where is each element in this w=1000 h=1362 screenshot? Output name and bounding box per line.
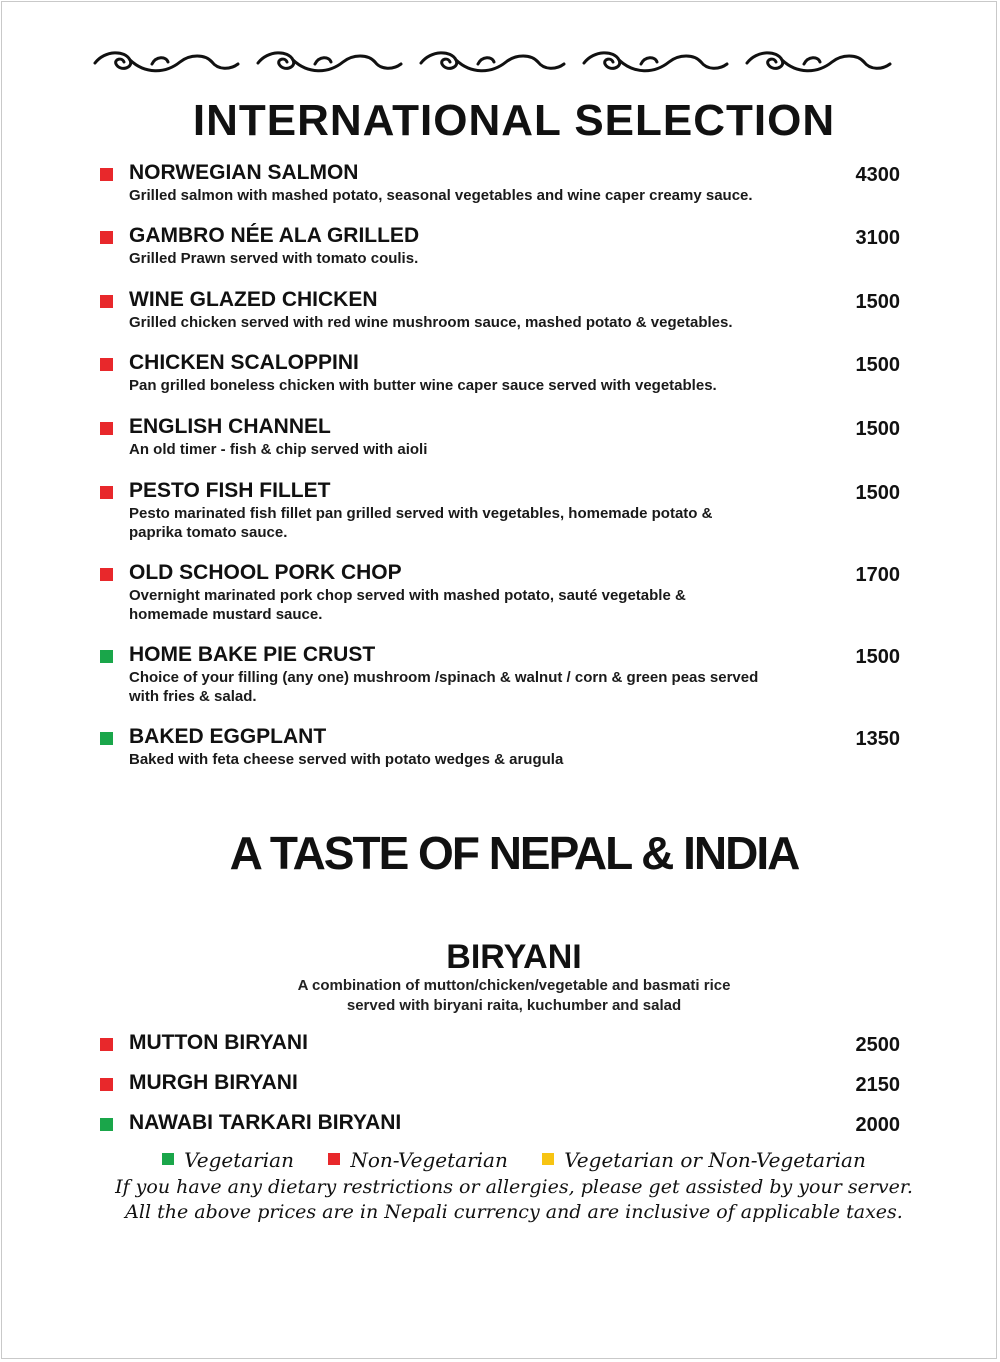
dish-name: BAKED EGGPLANT bbox=[129, 725, 327, 748]
dish-price: 1500 bbox=[855, 354, 900, 376]
legend-veg-or-nonveg bbox=[542, 1148, 866, 1172]
dish-description: Pesto marinated fish fillet pan grilled served with vegetables, homemade potato & paprika tomato sauce. bbox=[129, 505, 713, 541]
nepal-india-heading: A TASTE OF NEPAL & INDIA bbox=[229, 827, 799, 879]
non-vegetarian-square-icon bbox=[328, 1153, 340, 1165]
biryani-description bbox=[0, 976, 1000, 1016]
tax-note: All the above prices are in Nepali currency and are inclusive of applicable taxes. bbox=[125, 1201, 903, 1223]
dish-price: 2150 bbox=[855, 1074, 900, 1096]
non-vegetarian-marker-icon bbox=[100, 295, 113, 308]
legend-non-vegetarian bbox=[328, 1148, 508, 1172]
dish-price: 1500 bbox=[855, 418, 900, 440]
dish-description: Pan grilled boneless chicken with butter wine caper sauce served with vegetables. bbox=[129, 377, 717, 394]
veg-or-nonveg-square-icon bbox=[542, 1153, 554, 1165]
dish-price: 1500 bbox=[855, 482, 900, 504]
legend-label: Non-Vegetarian bbox=[350, 1148, 508, 1172]
dish-name: HOME BAKE PIE CRUST bbox=[129, 643, 376, 666]
decorative-flourish-border bbox=[90, 48, 910, 78]
dish-name: ENGLISH CHANNEL bbox=[129, 415, 331, 438]
dish-price: 4300 bbox=[855, 164, 900, 186]
dish-description: Grilled chicken served with red wine mushroom sauce, mashed potato & vegetables. bbox=[129, 314, 733, 331]
biryani-description-line: A combination of mutton/chicken/vegetable and basmati rice bbox=[297, 977, 731, 994]
dish-name: PESTO FISH FILLET bbox=[129, 479, 331, 502]
dish-price: 1500 bbox=[855, 646, 900, 668]
legend-vegetarian bbox=[162, 1148, 294, 1172]
non-vegetarian-marker-icon bbox=[100, 1078, 113, 1091]
dish-price: 1350 bbox=[855, 728, 900, 750]
non-vegetarian-marker-icon bbox=[100, 231, 113, 244]
dish-description: Overnight marinated pork chop served with mashed potato, sauté vegetable & homemade mustard sauce. bbox=[129, 587, 686, 623]
non-vegetarian-marker-icon bbox=[100, 1038, 113, 1051]
dish-name: CHICKEN SCALOPPINI bbox=[129, 351, 359, 374]
diet-legend bbox=[0, 1148, 1000, 1172]
non-vegetarian-marker-icon bbox=[100, 358, 113, 371]
legend-label: Vegetarian bbox=[184, 1148, 294, 1172]
dish-price: 2000 bbox=[855, 1114, 900, 1136]
international-selection-heading: INTERNATIONAL SELECTION bbox=[192, 96, 836, 145]
vegetarian-square-icon bbox=[162, 1153, 174, 1165]
dish-description: An old timer - fish & chip served with aioli bbox=[129, 441, 428, 458]
dish-price: 1700 bbox=[855, 564, 900, 586]
allergy-note: If you have any dietary restrictions or allergies, please get assisted by your server. bbox=[115, 1176, 913, 1198]
non-vegetarian-marker-icon bbox=[100, 422, 113, 435]
dish-name: NORWEGIAN SALMON bbox=[129, 161, 359, 184]
non-vegetarian-marker-icon bbox=[100, 568, 113, 581]
dish-description: Baked with feta cheese served with potato wedges & arugula bbox=[129, 751, 564, 768]
non-vegetarian-marker-icon bbox=[100, 168, 113, 181]
dish-name: MURGH BIRYANI bbox=[129, 1071, 298, 1094]
vegetarian-marker-icon bbox=[100, 650, 113, 663]
dish-description: Grilled Prawn served with tomato coulis. bbox=[129, 250, 419, 267]
dish-name: MUTTON BIRYANI bbox=[129, 1031, 308, 1054]
non-vegetarian-marker-icon bbox=[100, 486, 113, 499]
dish-description: Grilled salmon with mashed potato, seasonal vegetables and wine caper creamy sauce. bbox=[129, 187, 753, 204]
dish-price: 2500 bbox=[855, 1034, 900, 1056]
vegetarian-marker-icon bbox=[100, 1118, 113, 1131]
vegetarian-marker-icon bbox=[100, 732, 113, 745]
biryani-heading: BIRYANI bbox=[446, 938, 582, 976]
dish-price: 3100 bbox=[855, 227, 900, 249]
dish-description: Choice of your filling (any one) mushroom /spinach & walnut / corn & green peas served with fries & salad. bbox=[129, 669, 759, 705]
dish-name: NAWABI TARKARI BIRYANI bbox=[129, 1111, 402, 1134]
dish-name: WINE GLAZED CHICKEN bbox=[129, 288, 378, 311]
dish-price: 1500 bbox=[855, 291, 900, 313]
dish-name: GAMBRO NÉE ALA GRILLED bbox=[129, 224, 420, 247]
legend-label: Vegetarian or Non-Vegetarian bbox=[564, 1148, 866, 1172]
biryani-description-line: served with biryani raita, kuchumber and salad bbox=[346, 997, 682, 1014]
dish-name: OLD SCHOOL PORK CHOP bbox=[129, 561, 402, 584]
